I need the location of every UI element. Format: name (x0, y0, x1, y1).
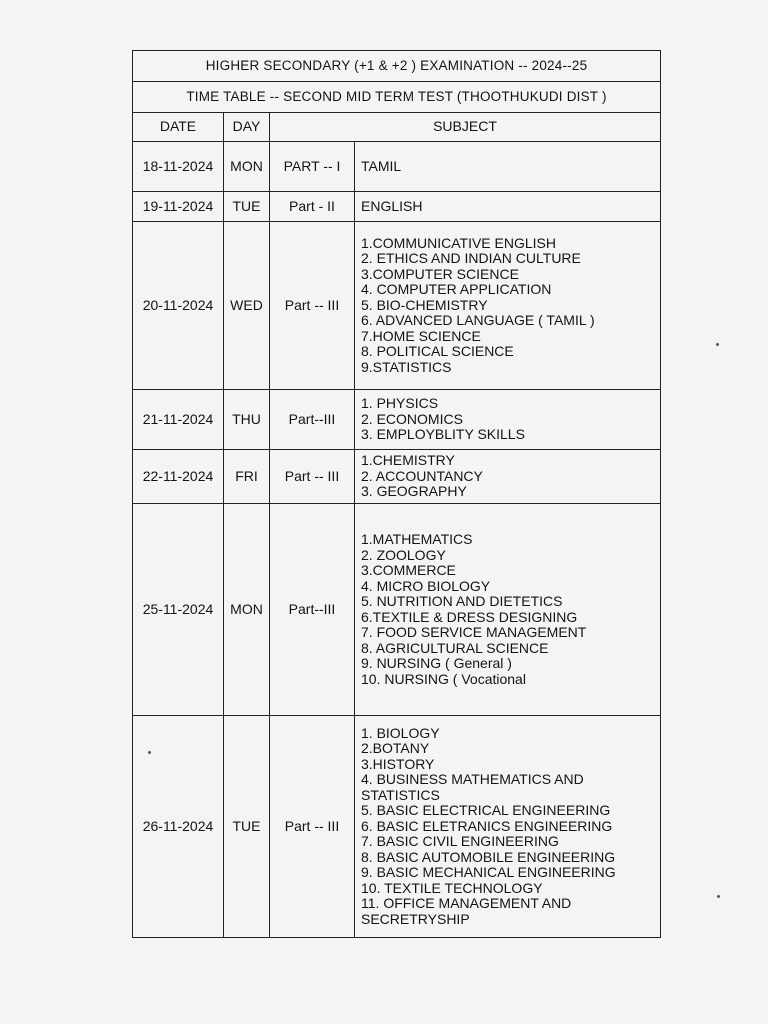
subject-item: TAMIL (361, 157, 402, 174)
exam-row (133, 450, 661, 504)
subject-item: 1. BIOLOGY (361, 724, 440, 741)
subject-item: 2. ECONOMICS (361, 410, 463, 427)
subject-item: 6. BASIC ELETRANICS ENGINEERING (361, 817, 613, 834)
exam-day: MON (224, 504, 270, 716)
exam-day: WED (224, 222, 270, 390)
subject-list (355, 192, 661, 222)
exam-day: FRI (224, 450, 270, 504)
exam-date: 26-11-2024 (133, 716, 224, 938)
subject-item: 7. FOOD SERVICE MANAGEMENT (361, 624, 587, 640)
subject-list (355, 222, 661, 390)
day-column-header: DAY (224, 113, 270, 142)
exam-part: Part -- III (270, 716, 355, 938)
subject-item: 3. GEOGRAPHY (361, 483, 467, 500)
exam-part: Part -- III (270, 222, 355, 390)
exam-date: 19-11-2024 (133, 192, 224, 222)
subject-item: 3.HISTORY (361, 755, 435, 772)
scan-speck (717, 895, 720, 898)
exam-day: THU (224, 390, 270, 450)
subject-item: 1.COMMUNICATIVE ENGLISH (361, 234, 556, 251)
subject-item: 5. NUTRITION AND DIETETICS (361, 593, 563, 609)
subject-list (355, 504, 661, 716)
exam-part: PART -- I (270, 142, 355, 192)
exam-date: 21-11-2024 (133, 390, 224, 450)
subject-item: 7. BASIC CIVIL ENGINEERING (361, 833, 559, 850)
subject-item: 2. ZOOLOGY (361, 546, 446, 563)
subject-item: 2.BOTANY (361, 740, 430, 757)
exam-row (133, 504, 661, 716)
subject-item: 1. PHYSICS (361, 395, 439, 412)
exam-date: 20-11-2024 (133, 222, 224, 390)
exam-date: 18-11-2024 (133, 142, 224, 192)
title-row (133, 51, 661, 82)
exam-day: TUE (224, 192, 270, 222)
subject-list (355, 450, 661, 504)
subject-list (355, 390, 661, 450)
subject-item: 10. TEXTILE TECHNOLOGY (361, 879, 543, 896)
exam-part: Part - II (270, 192, 355, 222)
subject-item: 4. COMPUTER APPLICATION (361, 281, 552, 298)
subject-item: 8. POLITICAL SCIENCE (361, 343, 514, 360)
subject-item: 1.MATHEMATICS (361, 531, 473, 547)
subject-list (355, 142, 661, 192)
subject-item: 9. BASIC MECHANICAL ENGINEERING (361, 864, 616, 881)
scan-speck (716, 343, 719, 346)
exam-part: Part -- III (270, 450, 355, 504)
subtitle-row (133, 82, 661, 113)
subject-item: 9.STATISTICS (361, 358, 452, 375)
subject-item: 3.COMMERCE (361, 562, 456, 578)
subject-item: ENGLISH (361, 197, 423, 214)
exam-date: 22-11-2024 (133, 450, 224, 504)
exam-row (133, 390, 661, 450)
column-header-row (133, 113, 661, 142)
subject-item: 2. ACCOUNTANCY (361, 467, 483, 484)
subject-item: 11. OFFICE MANAGEMENT AND (361, 895, 572, 912)
document-subtitle: TIME TABLE -- SECOND MID TERM TEST (THOOTHUKUDI DIST ) (133, 82, 661, 113)
exam-row (133, 222, 661, 390)
exam-date: 25-11-2024 (133, 504, 224, 716)
subject-list (355, 716, 661, 938)
subject-item: 6.TEXTILE & DRESS DESIGNING (361, 608, 578, 625)
subject-item: 7.HOME SCIENCE (361, 327, 481, 344)
exam-day: TUE (224, 716, 270, 938)
subject-item: 6. ADVANCED LANGUAGE ( TAMIL ) (361, 312, 595, 329)
exam-part: Part--III (270, 390, 355, 450)
exam-row (133, 192, 661, 222)
subject-item: 3.COMPUTER SCIENCE (361, 265, 519, 282)
subject-item: 4. MICRO BIOLOGY (361, 577, 491, 594)
subject-item: 8. BASIC AUTOMOBILE ENGINEERING (361, 848, 616, 865)
subject-item: 3. EMPLOYBLITY SKILLS (361, 426, 525, 443)
subject-item: 9. NURSING ( General ) (361, 655, 512, 671)
timetable (132, 50, 661, 938)
subject-item: 10. NURSING ( Vocational (361, 670, 526, 687)
exam-row (133, 716, 661, 938)
subject-item: SECRETRYSHIP (361, 910, 470, 927)
exam-row (133, 142, 661, 192)
subject-item: 2. ETHICS AND INDIAN CULTURE (361, 250, 581, 267)
subject-item: 8. AGRICULTURAL SCIENCE (361, 639, 549, 656)
date-column-header: DATE (133, 113, 224, 142)
subject-item: 5. BIO-CHEMISTRY (361, 296, 488, 313)
exam-day: MON (224, 142, 270, 192)
document-title: HIGHER SECONDARY (+1 & +2 ) EXAMINATION -- 2024--25 (133, 51, 661, 82)
subject-item: STATISTICS (361, 786, 440, 803)
subject-item: 4. BUSINESS MATHEMATICS AND (361, 771, 584, 788)
subject-item: 5. BASIC ELECTRICAL ENGINEERING (361, 802, 611, 819)
exam-part: Part--III (270, 504, 355, 716)
subject-column-header: SUBJECT (270, 113, 661, 142)
subject-item: 1.CHEMISTRY (361, 452, 455, 469)
